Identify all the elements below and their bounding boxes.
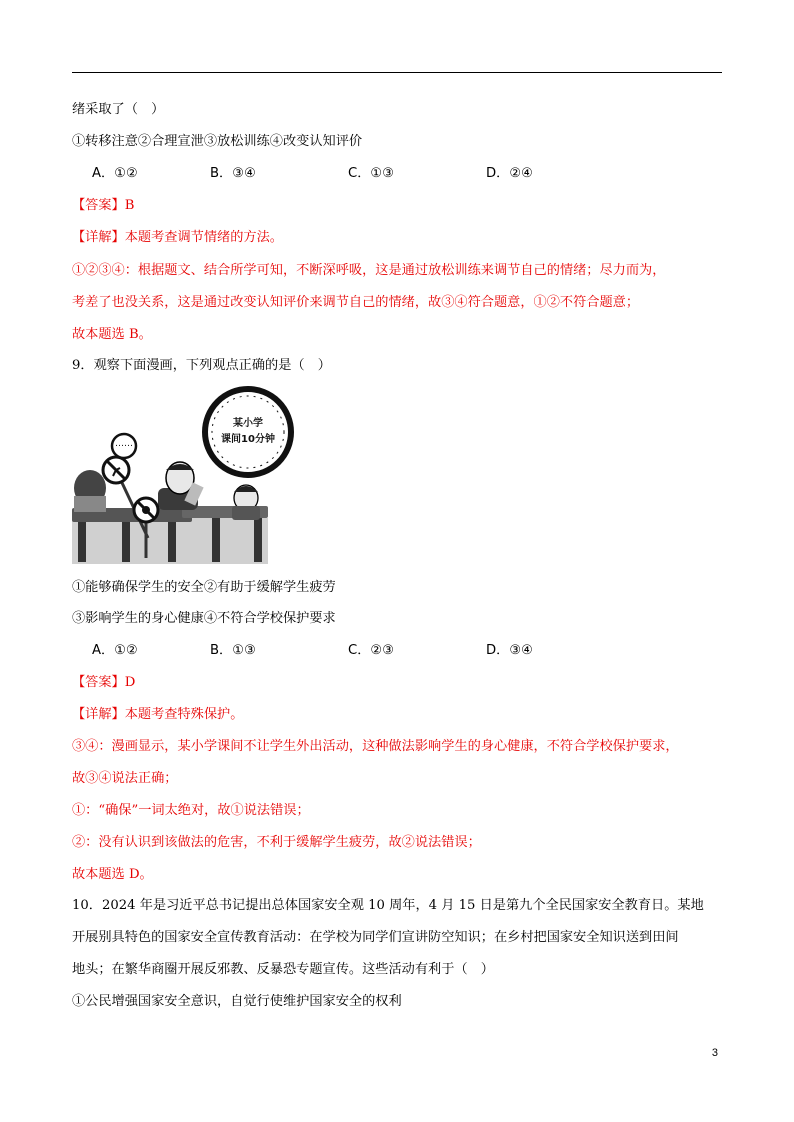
- q10-stem-line-3: 地头；在繁华商圈开展反邪教、反暴恐专题宣传。这些活动有利于（ ）: [72, 962, 494, 977]
- header-rule: [72, 72, 722, 73]
- svg-text:某小学: 某小学: [233, 418, 263, 429]
- q8-option-c: C．①③: [348, 166, 395, 181]
- q9-option-b: B．①③: [210, 643, 256, 658]
- q9-cartoon-image: [72, 388, 275, 564]
- page-number: 3: [711, 1047, 718, 1059]
- q9-stem: 9．观察下面漫画，下列观点正确的是（ ）: [72, 358, 331, 373]
- q10-stem-line-2: 开展别具特色的国家安全宣传教育活动：在学校为同学们宣讲防空知识；在乡村把国家安全知识送到田间: [72, 930, 679, 945]
- q8-detail-intro: 【详解】本题考查调节情绪的方法。: [72, 230, 283, 245]
- q9-conclusion: 故本题选 D。: [72, 867, 153, 882]
- q10-stem-line-1: 10．2024 年是习近平总书记提出总体国家安全观 10 周年，4 月 15 日是第九个全民国家安全教育日。某地: [72, 898, 704, 913]
- teacher-figure-icon: [158, 462, 204, 510]
- q9-answer: 【答案】D: [72, 675, 136, 690]
- q8-option-b: B．③④: [210, 166, 256, 181]
- q9-analysis-line-1: ③④：漫画显示，某小学课间不让学生外出活动，这种做法影响学生的身心健康，不符合学校保护要求，: [72, 739, 679, 754]
- q8-conclusion: 故本题选 B。: [72, 327, 152, 342]
- q8-statements: ①转移注意②合理宣泄③放松训练④改变认知评价: [72, 134, 363, 149]
- q9-option-c: C．②③: [348, 643, 395, 658]
- q9-analysis-line-3: ①：“确保”一词太绝对，故①说法错误；: [72, 803, 310, 818]
- q8-option-a: A．①②: [92, 166, 138, 181]
- q9-option-d: D．③④: [486, 643, 533, 658]
- q9-option-a: A．①②: [92, 643, 138, 658]
- q8-analysis-line-1: ①②③④：根据题文、结合所学可知，不断深呼吸，这是通过放松训练来调节自己的情绪；尽力而为，: [72, 263, 666, 278]
- q9-analysis-line-2: 故③④说法正确；: [72, 771, 178, 786]
- speech-bubble-icon: [112, 434, 136, 458]
- clock-icon: [205, 389, 291, 475]
- q9-statements-line-1: ①能够确保学生的安全②有助于缓解学生疲劳: [72, 580, 336, 595]
- q10-statement-1: ①公民增强国家安全意识，自觉行使维护国家安全的权利: [72, 994, 402, 1009]
- svg-text:课间10分钟: 课间10分钟: [221, 434, 275, 445]
- svg-text:……: ……: [115, 439, 133, 449]
- no-playing-sign-icon: [134, 498, 158, 522]
- q9-statements-line-2: ③影响学生的身心健康④不符合学校保护要求: [72, 611, 336, 626]
- no-running-sign-icon: [103, 457, 129, 483]
- q8-stem-tail: 绪采取了（ ）: [72, 102, 165, 117]
- q9-detail-intro: 【详解】本题考查特殊保护。: [72, 707, 244, 722]
- q8-answer: 【答案】B: [72, 198, 135, 213]
- q9-analysis-line-4: ②：没有认识到该做法的危害，不利于缓解学生疲劳，故②说法错误；: [72, 835, 481, 850]
- student-figure-icon: [232, 485, 260, 520]
- q8-option-d: D．②④: [486, 166, 533, 181]
- q8-analysis-line-2: 考差了也没关系，这是通过改变认知评价来调节自己的情绪，故③④符合题意，①②不符合题意；: [72, 295, 640, 310]
